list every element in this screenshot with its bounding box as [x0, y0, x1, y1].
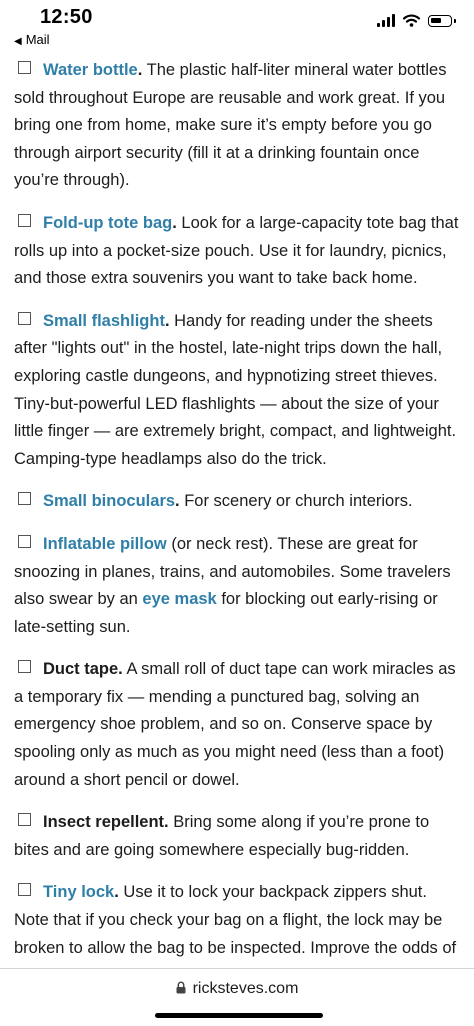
back-to-mail-button[interactable]	[14, 32, 50, 47]
item-title-link[interactable]: Small flashlight	[43, 311, 165, 330]
battery-icon	[428, 15, 452, 27]
item-description: (or neck rest). These are great for snoozing in planes, trains, and automobiles. Some travelers also swear by an	[14, 534, 451, 609]
eye-mask-link[interactable]: eye mask	[142, 590, 217, 609]
status-time: 12:50	[40, 6, 93, 28]
lock-icon	[176, 981, 186, 994]
title-period: .	[175, 492, 180, 511]
list-item	[14, 308, 464, 474]
item-title-link[interactable]: Fold-up tote bag	[43, 213, 173, 232]
back-label: Mail	[25, 32, 50, 47]
url-domain: ricksteves.com	[192, 980, 299, 997]
item-description: Look for a large-capacity tote bag that rolls up into a pocket-size pouch. Use it for laundry, picnics, and those extra souvenirs you want to take back home.	[14, 213, 459, 288]
title-period: .	[114, 883, 119, 902]
title-period: .	[172, 213, 177, 232]
checkbox-icon	[18, 660, 31, 673]
item-title: Insect repellent.	[43, 813, 169, 832]
checkbox-icon	[18, 214, 31, 227]
checkbox-icon	[18, 883, 31, 896]
item-title-link[interactable]: Tiny lock	[43, 883, 115, 902]
list-item	[14, 809, 464, 864]
checkbox-icon	[18, 61, 31, 74]
safari-address-bar[interactable]	[0, 968, 474, 1026]
item-description: Handy for reading under the sheets after "lights out" in the hostel, late-night trips down the hall, exploring castle dungeons, and hypnotizing street thieves. Tiny-but-powerful LED flashlights — about the size of your little finger — are extremely bright, compact, and lightweight. Camping-type headlamps also do the trick.	[14, 311, 457, 468]
item-description-continued: for blocking out early-rising or late-setting sun.	[14, 590, 438, 636]
checkbox-icon	[18, 813, 31, 826]
list-item	[14, 210, 464, 293]
item-description: For scenery or church interiors.	[179, 492, 413, 511]
item-description: Bring some along if you’re prone to bites and are going somewhere especially bug-ridden.	[14, 813, 430, 859]
list-item	[14, 488, 464, 516]
item-description: A small roll of duct tape can work miracles as a temporary fix — mending a punctured bag, solving an emergency shoe problem, and so on. Conserve space by spooling only as much as you might need (less than a foot) around a short pencil or dowel.	[14, 660, 456, 789]
item-description: The plastic half-liter mineral water bottles sold throughout Europe are reusable and work great. If you bring one from home, make sure it’s empty before you go through airport security (fill it at a drinking fountain once you’re through).	[14, 61, 447, 190]
back-arrow-icon: ◀	[14, 36, 22, 47]
checkbox-icon	[18, 312, 31, 325]
item-title-link[interactable]: Small binoculars	[43, 492, 176, 511]
item-title: Duct tape.	[43, 660, 123, 679]
checkbox-icon	[18, 492, 31, 505]
cellular-signal-icon	[377, 14, 395, 27]
home-indicator[interactable]	[155, 1013, 323, 1018]
list-item	[14, 531, 464, 641]
status-icons	[377, 14, 452, 27]
item-description: Use it to lock your backpack zippers shut. Note that if you check your bag on a flight, the lock may be broken to allow the bag to be inspected. Improve the odds of	[14, 883, 457, 957]
item-title-link[interactable]: Inflatable pillow	[43, 534, 167, 553]
list-item	[14, 57, 464, 195]
url-display[interactable]	[0, 980, 474, 998]
checkbox-icon	[18, 535, 31, 548]
title-period: .	[164, 311, 170, 330]
item-title-link[interactable]: Water bottle	[43, 61, 138, 79]
list-item	[14, 656, 464, 794]
wifi-icon	[403, 14, 420, 27]
packing-list	[14, 57, 464, 967]
status-bar	[0, 0, 474, 50]
title-period: .	[137, 61, 143, 79]
